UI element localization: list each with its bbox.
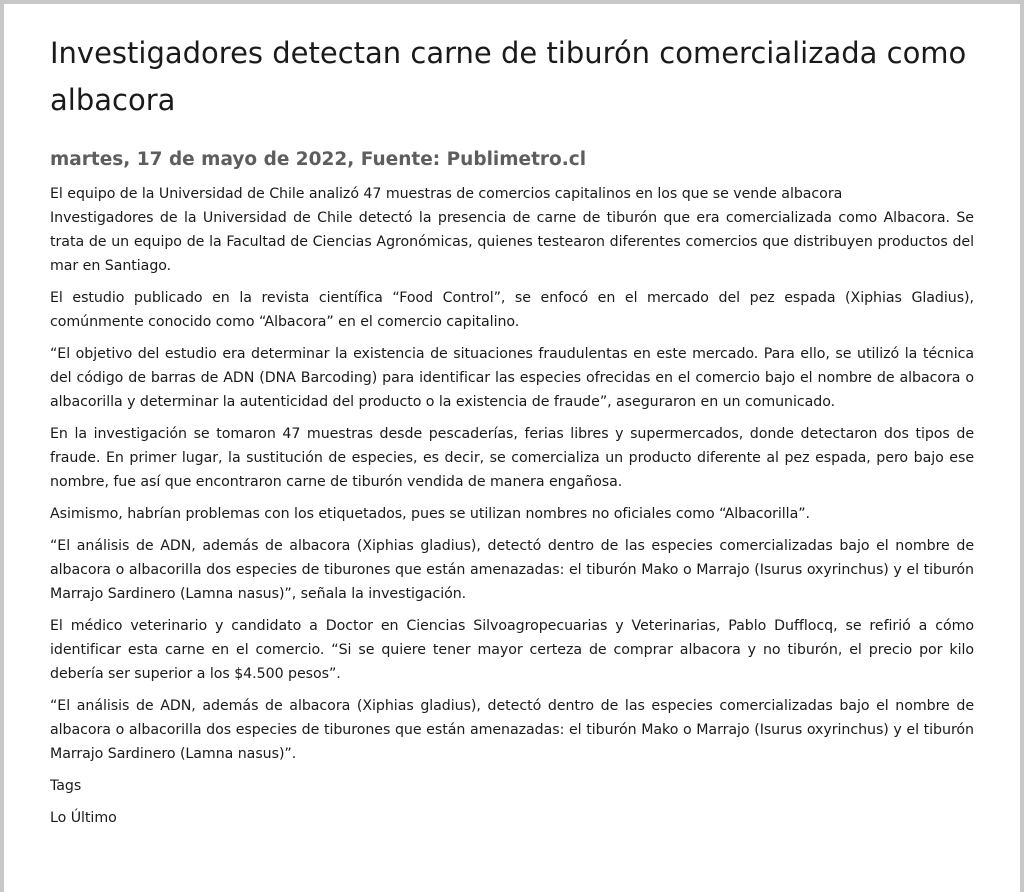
article-paragraph: “El análisis de ADN, además de albacora (Xiphias gladius), detectó dentro de las especies comercializadas bajo el nombre de albacora o albacorilla dos especies de tiburones que están amenazadas: el tiburón Mako o Marrajo (Isurus oxyrinchus) y el tiburón Marrajo Sardinero (Lamna nasus)”. <box>50 698 974 762</box>
article-paragraph: El médico veterinario y candidato a Doctor en Ciencias Silvoagropecuarias y Veterinarias, Pablo Dufflocq, se refirió a cómo identificar esta carne en el comercio. “Si se quiere tener mayor certeza de comprar albacora y no tiburón, el precio por kilo debería ser superior a los $4.500 pesos”. <box>50 618 974 682</box>
article-date-source: martes, 17 de mayo de 2022, Fuente: Publimetro.cl <box>50 149 587 170</box>
article-paragraph: Investigadores de la Universidad de Chile detectó la presencia de carne de tiburón que era comercializada como Albacora. Se trata de un equipo de la Facultad de Ciencias Agronómicas, quienes testearon diferentes comercios que distribuyen productos del mar en Santiago. <box>50 210 974 274</box>
article-paragraph: En la investigación se tomaron 47 muestras desde pescaderías, ferias libres y supermercados, donde detectaron dos tipos de fraude. En primer lugar, la sustitución de especies, es decir, se comercializa un producto diferente al pez espada, pero bajo ese nombre, fue así que encontraron carne de tiburón vendida de manera engañosa. <box>50 426 974 490</box>
article-paragraph: Asimismo, habrían problemas con los etiquetados, pues se utilizan nombres no oficiales como “Albacorilla”. <box>50 506 810 522</box>
article-paragraph: “El análisis de ADN, además de albacora (Xiphias gladius), detectó dentro de las especies comercializadas bajo el nombre de albacora o albacorilla dos especies de tiburones que están amenazadas: el tiburón Mako o Marrajo (Isurus oxyrinchus) y el tiburón Marrajo Sardinero (Lamna nasus)”, señala la investigación. <box>50 538 974 602</box>
article <box>50 30 974 838</box>
article-paragraph: “El objetivo del estudio era determinar la existencia de situaciones fraudulentas en este mercado. Para ello, se utilizó la técnica del código de barras de ADN (DNA Barcoding) para identificar las especies ofrecidas en el comercio bajo el nombre de albacora o albacorilla y determinar la autenticidad del producto o la existencia de fraude”, aseguraron en un comunicado. <box>50 346 974 410</box>
latest-label: Lo Último <box>50 810 117 826</box>
article-title: Investigadores detectan carne de tiburón comercializada como albacora <box>50 36 967 117</box>
page <box>4 4 1020 892</box>
article-lead: El equipo de la Universidad de Chile analizó 47 muestras de comercios capitalinos en los que se vende albacora <box>50 186 843 202</box>
article-body <box>50 182 974 830</box>
tags-label: Tags <box>50 778 82 794</box>
article-paragraph: El estudio publicado en la revista científica “Food Control”, se enfocó en el mercado del pez espada (Xiphias Gladius), comúnmente conocido como “Albacora” en el comercio capitalino. <box>50 290 974 330</box>
